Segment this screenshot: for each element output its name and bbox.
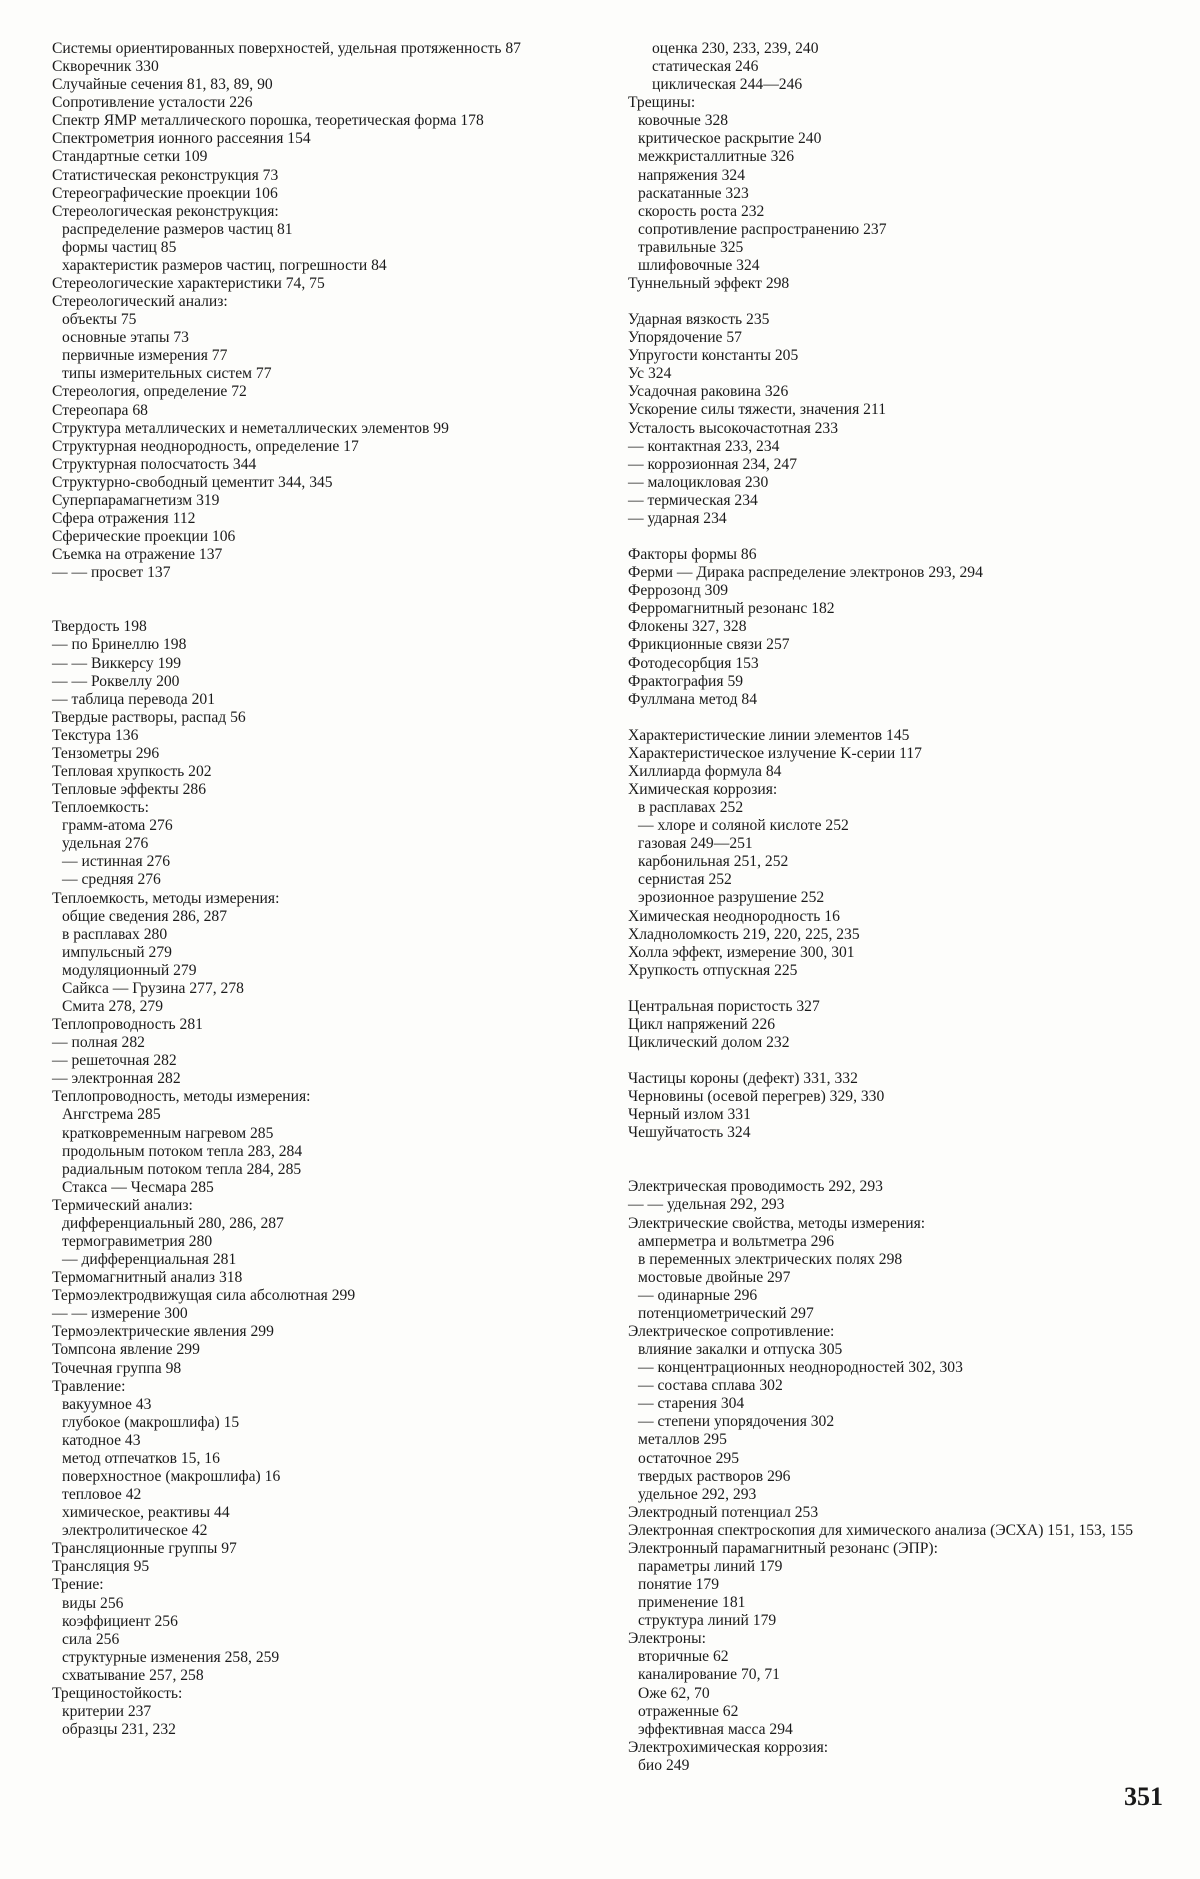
index-subentry: Смита 278, 279 xyxy=(62,997,164,1015)
index-subentry: Сайкса — Грузина 277, 278 xyxy=(62,979,244,997)
index-entry: Трение: xyxy=(52,1576,104,1594)
index-subentry: основные этапы 73 xyxy=(62,329,189,347)
index-entry: Электрическое сопротивление: xyxy=(628,1323,835,1340)
index-entry: Тепловые эффекты 286 xyxy=(52,781,207,799)
index-subentry: статическая 246 xyxy=(652,58,759,76)
index-entry: Трансляционные группы 97 xyxy=(52,1540,237,1558)
index-entry: Текстура 136 xyxy=(52,726,139,744)
index-subentry: амперметра и вольтметра 296 xyxy=(638,1232,835,1250)
index-subentry: остаточное 295 xyxy=(638,1449,740,1467)
index-entry: Электроны: xyxy=(628,1630,706,1648)
index-subentry: коэффициент 256 xyxy=(62,1612,178,1630)
index-entry: Электронная спектроскопия для химического анализа (ЭСХА) 151, 153, 155 xyxy=(628,1521,1134,1539)
index-subentry: образцы 231, 232 xyxy=(62,1721,176,1739)
index-entry: Холла эффект, измерение 300, 301 xyxy=(628,943,855,961)
section-spacer xyxy=(628,528,1148,546)
index-entry: Ускорение силы тяжести, значения 211 xyxy=(628,401,886,419)
index-subentry: удельное 292, 293 xyxy=(638,1485,757,1503)
index-entry: Стереологические характеристики 74, 75 xyxy=(52,275,325,293)
index-subentry: параметры линий 179 xyxy=(638,1558,783,1576)
index-subentry: метод отпечатков 15, 16 xyxy=(62,1449,220,1467)
index-entry: Спектрометрия ионного рассеяния 154 xyxy=(52,130,311,148)
index-entry: — коррозионная 234, 247 xyxy=(628,455,798,473)
index-subentry: шлифовочные 324 xyxy=(638,256,760,274)
index-entry: — решеточная 282 xyxy=(52,1052,177,1070)
index-entry: Химическая неоднородность 16 xyxy=(628,907,840,925)
index-entry: Циклический долом 232 xyxy=(628,1033,790,1051)
index-entry: Томпсона явление 299 xyxy=(52,1341,200,1359)
index-entry: Сопротивление усталости 226 xyxy=(52,94,253,112)
index-entry: Теплоемкость, методы измерения: xyxy=(52,889,280,907)
index-subentry: сернистая 252 xyxy=(638,871,732,889)
index-entry: Съемка на отражение 137 xyxy=(52,546,223,564)
index-subentry: схватывание 257, 258 xyxy=(62,1666,204,1684)
index-subentry: вакуумное 43 xyxy=(62,1395,152,1413)
index-entry: — — Виккерсу 199 xyxy=(52,654,182,672)
index-subentry: — степени упорядочения 302 xyxy=(638,1413,835,1431)
index-entry: Туннельный эффект 298 xyxy=(628,275,790,293)
index-subentry: в расплавах 252 xyxy=(638,799,744,817)
index-entry: Электродный потенциал 253 xyxy=(628,1503,819,1521)
index-entry: — полная 282 xyxy=(52,1034,145,1052)
index-entry: — электронная 282 xyxy=(52,1070,181,1088)
index-entry: Тензометры 296 xyxy=(52,744,160,762)
index-entry: Упругости константы 205 xyxy=(628,347,799,365)
index-entry: — — измерение 300 xyxy=(52,1305,188,1323)
index-entry: Стереопара 68 xyxy=(52,401,148,419)
index-entry: Теплопроводность, методы измерения: xyxy=(52,1088,311,1106)
index-subentry: грамм-атома 276 xyxy=(62,817,173,835)
index-subentry: удельная 276 xyxy=(62,835,149,853)
index-entry: Факторы формы 86 xyxy=(628,546,757,564)
index-column-left xyxy=(52,40,600,1739)
section-spacer xyxy=(628,293,1148,311)
index-subentry: структурные изменения 258, 259 xyxy=(62,1648,280,1666)
index-subentry: характеристик размеров частиц, погрешности 84 xyxy=(62,256,387,274)
index-entry: Частицы короны (дефект) 331, 332 xyxy=(628,1070,858,1088)
index-entry: Травление: xyxy=(52,1377,126,1395)
index-entry: Твердые растворы, распад 56 xyxy=(52,708,246,726)
index-subentry: ковочные 328 xyxy=(638,112,729,130)
index-subentry: — дифференциальная 281 xyxy=(62,1251,237,1269)
index-entry: Феррозонд 309 xyxy=(628,582,729,600)
index-entry: Теплоемкость: xyxy=(52,799,149,817)
index-subentry: формы частиц 85 xyxy=(62,238,177,256)
index-subentry: продольным потоком тепла 283, 284 xyxy=(62,1142,303,1160)
index-subentry: электролитическое 42 xyxy=(62,1522,208,1540)
index-entry: Трещиностойкость: xyxy=(52,1684,183,1702)
index-entry: Точечная группа 98 xyxy=(52,1359,182,1377)
index-column-right xyxy=(628,40,1148,1775)
index-subentry: скорость роста 232 xyxy=(638,202,765,220)
index-subentry: био 249 xyxy=(638,1756,690,1774)
index-subentry: понятие 179 xyxy=(638,1576,720,1594)
page-number: 351 xyxy=(1124,1782,1163,1811)
index-entry: Ус 324 xyxy=(628,365,672,383)
index-entry: — контактная 233, 234 xyxy=(628,437,780,455)
index-entry: — термическая 234 xyxy=(628,491,758,509)
index-entry: Черный излом 331 xyxy=(628,1106,751,1124)
index-subentry: газовая 249—251 xyxy=(638,835,753,853)
index-entry: Структурная полосчатость 344 xyxy=(52,455,257,473)
index-entry: Чешуйчатость 324 xyxy=(628,1124,751,1142)
index-entry: Электрическая проводимость 292, 293 xyxy=(628,1178,883,1196)
index-subentry: объекты 75 xyxy=(62,311,137,329)
index-entry: Статистическая реконструкция 73 xyxy=(52,166,279,184)
index-subentry: раскатанные 323 xyxy=(638,184,749,202)
index-entry: Спектр ЯМР металлического порошка, теоретическая форма 178 xyxy=(52,112,484,130)
index-entry: Черновины (осевой перегрев) 329, 330 xyxy=(628,1088,885,1106)
index-subentry: тепловое 42 xyxy=(62,1486,142,1504)
index-entry: Структура металлических и неметаллических элементов 99 xyxy=(52,419,449,437)
index-entry: Сфера отражения 112 xyxy=(52,510,196,528)
index-entry: Характеристическое излучение K-серии 117 xyxy=(628,744,922,762)
index-subentry: — одинарные 296 xyxy=(638,1286,758,1304)
index-subentry: модуляционный 279 xyxy=(62,961,197,979)
index-entry: Электронный парамагнитный резонанс (ЭПР): xyxy=(628,1539,938,1557)
section-spacer xyxy=(628,980,1148,998)
index-subentry: импульсный 279 xyxy=(62,943,172,961)
index-subentry: напряжения 324 xyxy=(638,166,746,184)
index-entry: — — Роквеллу 200 xyxy=(52,672,180,690)
index-entry: Системы ориентированных поверхностей, удельная протяженность 87 xyxy=(52,40,521,57)
index-subentry: Ангстрема 285 xyxy=(62,1106,161,1124)
index-subentry: структура линий 179 xyxy=(638,1612,777,1630)
index-subentry: в расплавах 280 xyxy=(62,925,168,943)
index-subentry: травильные 325 xyxy=(638,238,744,256)
index-subentry: применение 181 xyxy=(638,1594,746,1612)
index-subentry: отраженные 62 xyxy=(638,1702,739,1720)
index-subentry: твердых растворов 296 xyxy=(638,1467,791,1485)
index-subentry: мостовые двойные 297 xyxy=(638,1268,791,1286)
index-entry: Термоэлектродвижущая сила абсолютная 299 xyxy=(52,1287,356,1305)
section-spacer xyxy=(628,1052,1148,1070)
index-subentry: эрозионное разрушение 252 xyxy=(638,889,825,907)
index-subentry: в переменных электрических полях 298 xyxy=(638,1250,903,1268)
index-entry: Цикл напряжений 226 xyxy=(628,1015,776,1033)
index-subentry: химическое, реактивы 44 xyxy=(62,1504,230,1522)
index-subentry: — хлоре и соляной кислоте 252 xyxy=(638,817,849,835)
index-entry: Фрикционные связи 257 xyxy=(628,636,790,654)
index-entry: Электрические свойства, методы измерения: xyxy=(628,1214,926,1232)
index-entry: Термический анализ: xyxy=(52,1196,193,1214)
index-subentry: катодное 43 xyxy=(62,1431,141,1449)
index-subentry: кратковременным нагревом 285 xyxy=(62,1124,274,1142)
index-subentry: критерии 237 xyxy=(62,1703,152,1721)
index-entry: Скворечник 330 xyxy=(52,58,159,76)
index-subentry: — старения 304 xyxy=(638,1395,745,1413)
index-subentry: каналирование 70, 71 xyxy=(638,1666,780,1684)
index-entry: Стереологический анализ: xyxy=(52,293,228,311)
section-spacer xyxy=(628,709,1148,727)
section-spacer xyxy=(628,1142,1148,1178)
index-entry: Стандартные сетки 109 xyxy=(52,148,208,166)
index-entry: Твердость 198 xyxy=(52,618,147,636)
index-subentry: — состава сплава 302 xyxy=(638,1377,783,1395)
index-subentry: виды 256 xyxy=(62,1594,124,1612)
index-entry: Сферические проекции 106 xyxy=(52,528,236,546)
index-entry: Фуллмана метод 84 xyxy=(628,690,758,708)
index-entry: — таблица перевода 201 xyxy=(52,690,215,708)
index-entry: Термомагнитный анализ 318 xyxy=(52,1269,243,1287)
index-subentry: потенциометрический 297 xyxy=(638,1304,814,1322)
index-subentry: термогравиметрия 280 xyxy=(62,1233,213,1250)
index-subentry: межкристаллитные 326 xyxy=(638,148,795,166)
index-entry: — — удельная 292, 293 xyxy=(628,1196,785,1214)
index-entry: Суперпарамагнетизм 319 xyxy=(52,491,220,509)
index-entry: — по Бринеллю 198 xyxy=(52,636,187,654)
index-entry: Электрохимическая коррозия: xyxy=(628,1738,829,1756)
index-subentry: вторичные 62 xyxy=(638,1648,729,1666)
index-entry: Хладноломкость 219, 220, 225, 235 xyxy=(628,925,860,943)
index-subentry: влияние закалки и отпуска 305 xyxy=(638,1341,843,1359)
index-subentry: типы измерительных систем 77 xyxy=(62,365,272,383)
index-entry: Стереологическая реконструкция: xyxy=(52,202,279,220)
index-subentry: радиальным потоком тепла 284, 285 xyxy=(62,1160,302,1178)
index-entry: Усадочная раковина 326 xyxy=(628,383,789,401)
index-entry: Хиллиарда формула 84 xyxy=(628,762,782,780)
index-entry: Структурно-свободный цементит 344, 345 xyxy=(52,473,333,491)
index-entry: Стереографические проекции 106 xyxy=(52,184,278,202)
index-subentry: металлов 295 xyxy=(638,1431,727,1449)
index-entry: — малоцикловая 230 xyxy=(628,473,769,491)
index-subentry: эффективная масса 294 xyxy=(638,1720,793,1738)
index-entry: Ферромагнитный резонанс 182 xyxy=(628,600,835,618)
index-subentry: карбонильная 251, 252 xyxy=(638,853,789,871)
index-subentry: сопротивление распространению 237 xyxy=(638,220,887,238)
index-subentry: оценка 230, 233, 239, 240 xyxy=(652,40,819,57)
index-subentry: сила 256 xyxy=(62,1630,120,1648)
index-entry: Стереология, определение 72 xyxy=(52,383,247,401)
index-entry: Ударная вязкость 235 xyxy=(628,311,770,329)
index-entry: Характеристические линии элементов 145 xyxy=(628,726,910,744)
index-subentry: первичные измерения 77 xyxy=(62,347,228,365)
index-subentry: поверхностное (макрошлифа) 16 xyxy=(62,1468,281,1486)
index-entry: Тепловая хрупкость 202 xyxy=(52,762,212,780)
index-subentry: глубокое (макрошлифа) 15 xyxy=(62,1413,240,1431)
index-subentry: — концентрационных неоднородностей 302, 303 xyxy=(638,1359,963,1377)
index-entry: Трансляция 95 xyxy=(52,1558,150,1576)
index-entry: — ударная 234 xyxy=(628,509,727,527)
index-entry: Случайные сечения 81, 83, 89, 90 xyxy=(52,76,273,94)
index-entry: — — просвет 137 xyxy=(52,564,171,582)
index-entry: Центральная пористость 327 xyxy=(628,997,820,1015)
index-entry: Трещины: xyxy=(628,94,696,112)
index-subentry: Оже 62, 70 xyxy=(638,1684,710,1702)
index-entry: Усталость высокочастотная 233 xyxy=(628,419,839,437)
index-entry: Теплопроводность 281 xyxy=(52,1016,203,1034)
section-spacer xyxy=(52,582,600,618)
index-subentry: циклическая 244—246 xyxy=(652,76,803,94)
index-subentry: критическое раскрытие 240 xyxy=(638,130,822,148)
index-entry: Химическая коррозия: xyxy=(628,780,778,798)
index-entry: Термоэлектрические явления 299 xyxy=(52,1323,274,1341)
index-entry: Структурная неоднородность, определение 17 xyxy=(52,437,359,455)
index-subentry: Стакса — Чесмара 285 xyxy=(62,1178,214,1196)
index-subentry: общие сведения 286, 287 xyxy=(62,907,228,925)
index-entry: Ферми — Дирака распределение электронов 293, 294 xyxy=(628,564,983,582)
index-entry: Упорядочение 57 xyxy=(628,329,742,347)
index-entry: Хрупкость отпускная 225 xyxy=(628,961,798,979)
index-entry: Фрактография 59 xyxy=(628,672,744,690)
index-subentry: — средняя 276 xyxy=(62,871,161,889)
index-entry: Флокены 327, 328 xyxy=(628,618,747,636)
index-subentry: — истинная 276 xyxy=(62,853,170,871)
index-subentry: распределение размеров частиц 81 xyxy=(62,220,293,238)
index-subentry: дифференциальный 280, 286, 287 xyxy=(62,1214,284,1232)
index-entry: Фотодесорбция 153 xyxy=(628,654,759,672)
